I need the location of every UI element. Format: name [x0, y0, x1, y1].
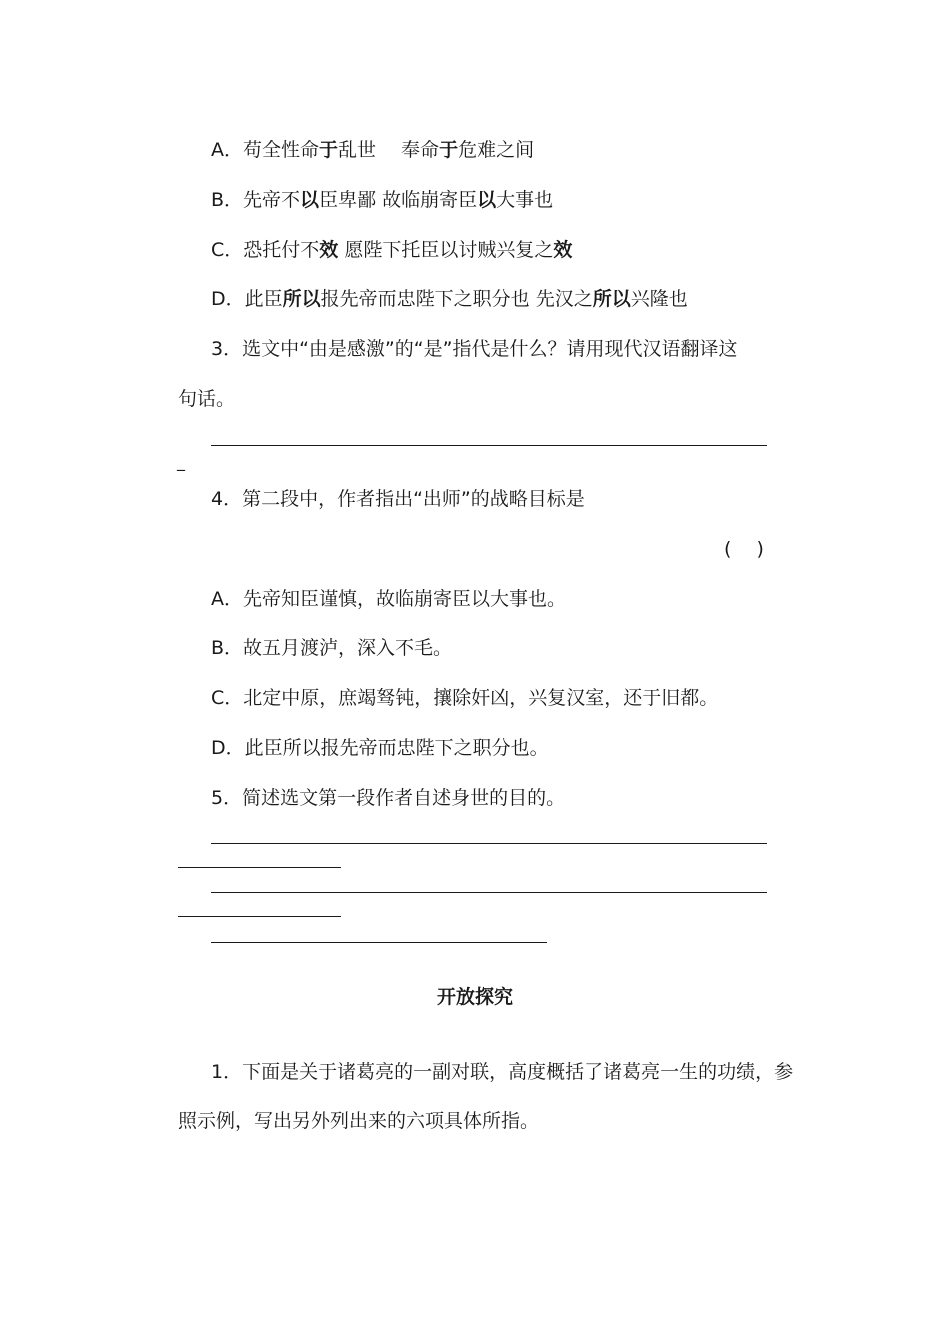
- keyword-highlight: 效: [319, 239, 339, 261]
- option-text: 乱世 奉命: [338, 139, 440, 161]
- q4-question: 4．第二段中，作者指出“出师”的战略目标是: [211, 488, 585, 510]
- keyword-highlight: 所以: [282, 288, 321, 310]
- keyword-highlight: 所以: [592, 288, 631, 310]
- section-title: 开放探究: [436, 986, 513, 1008]
- option-text: B．先帝不: [211, 189, 301, 211]
- q5-answer-line-1-cont[interactable]: [178, 867, 341, 868]
- q3-answer-line-tail: _: [177, 452, 185, 471]
- q4-answer-bracket[interactable]: ( ): [724, 538, 764, 560]
- q2-option-a: [211, 138, 534, 162]
- q5-answer-line-2[interactable]: [211, 892, 767, 893]
- keyword-highlight: 以: [477, 189, 497, 211]
- keyword-highlight: 以: [300, 189, 320, 211]
- keyword-highlight: 效: [553, 239, 573, 261]
- q2-option-c: [211, 238, 572, 262]
- keyword-highlight: 于: [439, 139, 459, 161]
- q3-question: 3．选文中“由是感激”的“是”指代是什么？请用现代汉语翻译这: [211, 338, 738, 360]
- q5-answer-line-1[interactable]: [211, 843, 767, 844]
- q4-option-d: D．此臣所以报先帝而忠陛下之职分也。: [211, 737, 549, 759]
- q2-option-d: [211, 287, 688, 311]
- option-text: 大事也: [496, 189, 554, 211]
- option-text: 危难之间: [458, 139, 535, 161]
- q5-answer-line-2-cont[interactable]: [178, 916, 341, 917]
- option-text: D．此臣: [211, 288, 283, 310]
- q5-answer-line-3[interactable]: [211, 942, 547, 943]
- q4-option-c: C．北定中原，庶竭驽钝，攘除奸凶，兴复汉室，还于旧都。: [211, 687, 719, 709]
- option-text: 报先帝而忠陛下之职分也 先汉之: [320, 288, 593, 310]
- option-text: 愿陛下托臣以讨贼兴复之: [338, 239, 554, 261]
- q2-option-b: [211, 188, 553, 212]
- option-text: 臣卑鄙 故临崩寄臣: [319, 189, 478, 211]
- keyword-highlight: 于: [319, 139, 339, 161]
- open-q1-line2: 照示例，写出另外列出来的六项具体所指。: [178, 1110, 540, 1132]
- open-q1-line1: 1．下面是关于诸葛亮的一副对联，高度概括了诸葛亮一生的功绩，参: [211, 1061, 794, 1083]
- option-text: 兴隆也: [630, 288, 688, 310]
- q3-answer-line[interactable]: [211, 445, 767, 446]
- q4-option-b: B．故五月渡泸，深入不毛。: [211, 637, 453, 659]
- option-text: A．苟全性命: [211, 139, 319, 161]
- q4-option-a: A．先帝知臣谨慎，故临崩寄臣以大事也。: [211, 588, 566, 610]
- option-text: C．恐托付不: [211, 239, 320, 261]
- q5-question: 5．简述选文第一段作者自述身世的目的。: [211, 787, 566, 809]
- q3-question-continued: 句话。: [178, 388, 236, 410]
